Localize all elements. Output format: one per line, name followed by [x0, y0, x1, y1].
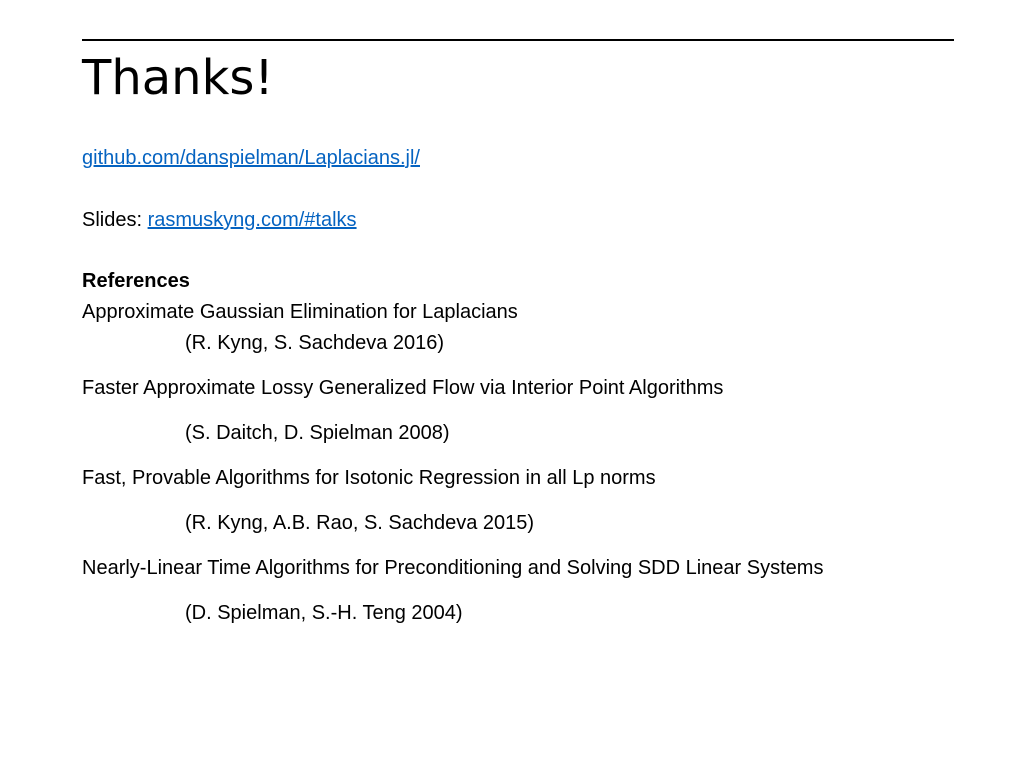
- repo-link[interactable]: github.com/danspielman/Laplacians.jl/: [82, 147, 420, 169]
- reference-authors: (S. Daitch, D. Spielman 2008): [185, 422, 450, 444]
- reference-authors: (R. Kyng, S. Sachdeva 2016): [185, 332, 445, 354]
- reference-title: Faster Approximate Lossy Generalized Flow via Interior Point Algorithms: [82, 377, 724, 399]
- reference-title: Nearly-Linear Time Algorithms for Preconditioning and Solving SDD Linear Systems: [82, 557, 824, 579]
- reference-authors: (R. Kyng, A.B. Rao, S. Sachdeva 2015): [185, 512, 535, 534]
- references-heading: References: [82, 270, 190, 292]
- slides-line: [82, 207, 357, 233]
- slides-link[interactable]: rasmuskyng.com/#talks: [147, 209, 357, 231]
- slide-title: Thanks!: [82, 50, 274, 106]
- reference-authors: (D. Spielman, S.-H. Teng 2004): [185, 602, 463, 624]
- reference-title: Fast, Provable Algorithms for Isotonic Regression in all Lp norms: [82, 467, 656, 489]
- title-divider: [82, 39, 954, 41]
- repo-link-line: [82, 145, 420, 171]
- slides-label: Slides:: [82, 209, 148, 231]
- reference-title: Approximate Gaussian Elimination for Laplacians: [82, 301, 518, 323]
